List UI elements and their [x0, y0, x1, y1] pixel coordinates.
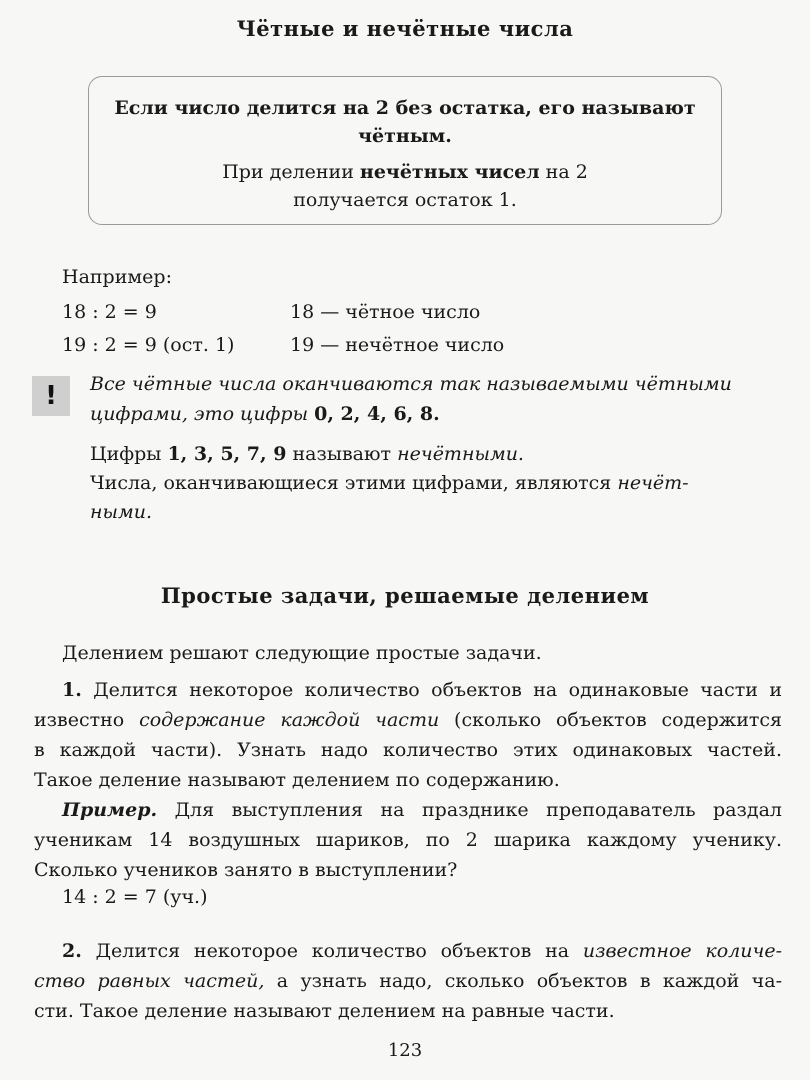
rule-box — [88, 76, 722, 225]
note-line-2: цифрами, это цифры 0, 2, 4, 6, 8. — [90, 403, 440, 425]
intro-text: Делением решают следующие простые задачи. — [62, 642, 542, 664]
section-heading-division: Простые задачи, решаемые делением — [160, 583, 650, 608]
section-heading-even-odd: Чётные и нечётные числа — [236, 16, 574, 41]
note-line-4: Числа, оканчивающиеся этими цифрами, являются нечёт- — [90, 472, 689, 494]
task-1: 1. Делится некоторое количество объектов на одинаковые части и известно содержание каждой части (сколько объектов содержится в каждой части). Узнать надо количество этих одинаковых частей. Такое деление называют делением по содержанию. — [34, 679, 783, 791]
exclamation-icon: ! — [32, 376, 70, 416]
page-number: 123 — [387, 1040, 423, 1061]
rule-definition: Если число делится на 2 без остатка, его называют чётным. — [114, 97, 696, 147]
example-desc-2: 19 — нечётное число — [290, 334, 505, 356]
task-2: 2. Делится некоторое количество объектов на известное количе- ство равных частей, а узнать надо, сколько объектов в каждой ча- сти. Такое деление называют делением на равные части. — [34, 940, 782, 1022]
example-label: Например: — [62, 266, 172, 288]
note-line-1: Все чётные числа оканчиваются так называемыми чётными — [90, 373, 732, 395]
rule-remainder: При делении нечётных чисел на 2 получается остаток 1. — [222, 161, 588, 211]
example-2-calc: 14 : 2 = 7 (уч.) — [62, 886, 208, 908]
example-calc-1: 18 : 2 = 9 — [62, 301, 157, 323]
example-calc-2: 19 : 2 = 9 (ост. 1) — [62, 334, 235, 356]
example-2: Пример. Для выступления на празднике преподаватель раздал ученикам 14 воздушных шариков, по 2 шарика каждому ученику. Сколько учеников занято в выступлении? — [34, 799, 782, 881]
example-desc-1: 18 — чётное число — [290, 301, 481, 323]
note-line-3: Цифры 1, 3, 5, 7, 9 называют нечётными. — [90, 443, 524, 465]
note-line-5: ными. — [90, 501, 153, 523]
